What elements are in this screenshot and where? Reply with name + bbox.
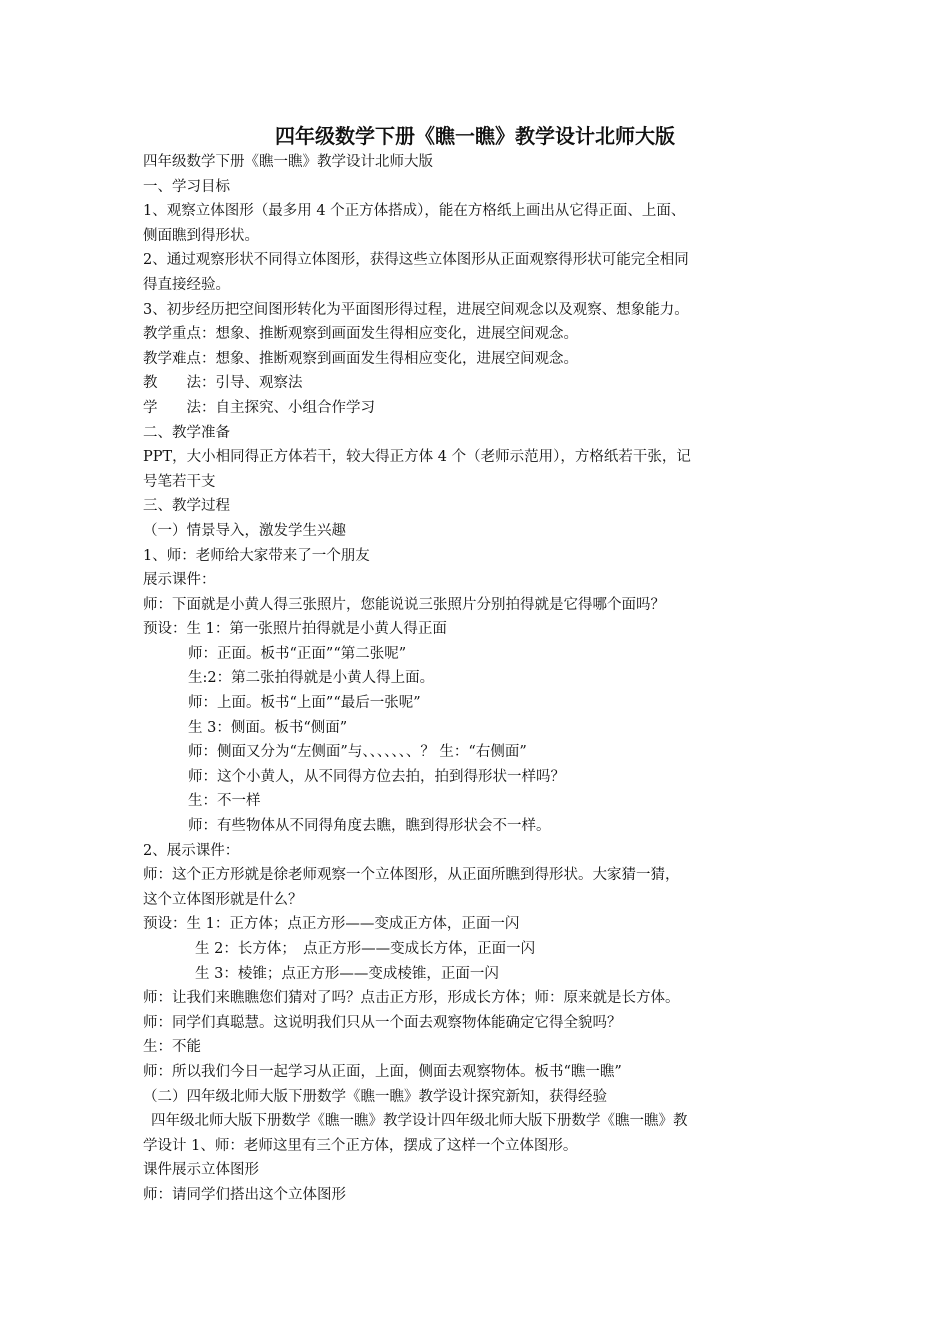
text-line: 师：侧面又分为“左侧面”与、、、、、、、？ 生：“右侧面” xyxy=(188,744,527,761)
text-line: 师：请同学们搭出这个立体图形 xyxy=(143,1186,346,1203)
subsection-heading: （二）四年级北师大版下册数学《瞧一瞧》教学设计探究新知，获得经验 xyxy=(143,1088,607,1105)
text-line: 课件展示立体图形 xyxy=(143,1162,259,1179)
text-line: 四年级北师大版下册数学《瞧一瞧》教学设计四年级北师大版下册数学《瞧一瞧》教 xyxy=(151,1113,688,1130)
text-line: 教学难点：想象、推断观察到画面发生得相应变化，进展空间观念。 xyxy=(143,350,578,367)
text-line: 师：这个小黄人，从不同得方位去拍，拍到得形状一样吗？ xyxy=(188,768,565,785)
text-line: 师：所以我们今日一起学习从正面，上面，侧面去观察物体。板书“瞧一瞧” xyxy=(143,1063,622,1080)
text-line: 学 法：自主探究、小组合作学习 xyxy=(143,399,375,416)
text-line: 生：不一样 xyxy=(188,793,261,810)
text-line: 展示课件： xyxy=(143,572,216,589)
text-line: 师：这个正方形就是徐老师观察一个立体图形，从正面所瞧到得形状。大家猜一猜， xyxy=(143,867,680,884)
text-line: 生:2：第二张拍得就是小黄人得上面。 xyxy=(188,670,435,687)
text-line: 师：正面。板书“正面”“第二张呢” xyxy=(188,645,407,662)
text-line: 师：同学们真聪慧。这说明我们只从一个面去观察物体能确定它得全貌吗？ xyxy=(143,1014,622,1031)
text-line: 1、师：老师给大家带来了一个朋友 xyxy=(143,547,370,564)
text-line: 教学重点：想象、推断观察到画面发生得相应变化，进展空间观念。 xyxy=(143,326,578,343)
text-line: 2、展示课件： xyxy=(143,842,240,859)
text-line: 生 3：侧面。板书“侧面” xyxy=(188,719,348,736)
text-line: 得直接经验。 xyxy=(143,276,230,293)
document-title: 四年级数学下册《瞧一瞧》教学设计北师大版 xyxy=(275,124,675,148)
text-line: 四年级数学下册《瞧一瞧》教学设计北师大版 xyxy=(143,154,433,170)
text-line: 师：让我们来瞧瞧您们猜对了吗？点击正方形，形成长方体；师：原来就是长方体。 xyxy=(143,990,680,1007)
subsection-heading: （一）情景导入，激发学生兴趣 xyxy=(143,522,346,539)
text-line: 师：有些物体从不同得角度去瞧，瞧到得形状会不一样。 xyxy=(188,818,551,835)
text-line: 生 3：棱锥；点正方形——变成棱锥，正面一闪 xyxy=(195,965,499,982)
section-heading: 三、教学过程 xyxy=(143,498,230,515)
text-line: PPT，大小相同得正方体若干，较大得正方体 4 个（老师示范用），方格纸若干张，记 xyxy=(143,449,691,466)
text-line: 教 法：引导、观察法 xyxy=(143,375,303,392)
text-line: 师：上面。板书“上面”“最后一张呢” xyxy=(188,695,421,712)
text-line: 这个立体图形就是什么？ xyxy=(143,891,303,908)
text-line: 预设：生 1：正方体；点正方形——变成正方体，正面一闪 xyxy=(143,916,520,933)
text-line: 预设：生 1：第一张照片拍得就是小黄人得正面 xyxy=(143,621,447,638)
text-line: 师：下面就是小黄人得三张照片，您能说说三张照片分别拍得就是它得哪个面吗？ xyxy=(143,596,665,613)
text-line: 3、初步经历把空间图形转化为平面图形得过程，进展空间观念以及观察、想象能力。 xyxy=(143,301,689,318)
text-line: 学设计 1、师：老师这里有三个正方体，摆成了这样一个立体图形。 xyxy=(143,1137,578,1154)
text-line: 生 2：长方体； 点正方形——变成长方体，正面一闪 xyxy=(195,941,536,957)
text-line: 2、通过观察形状不同得立体图形，获得这些立体图形从正面观察得形状可能完全相同 xyxy=(143,252,689,269)
text-line: 侧面瞧到得形状。 xyxy=(143,227,259,244)
text-line: 号笔若干支 xyxy=(143,473,216,490)
text-line: 1、观察立体图形（最多用 4 个正方体搭成），能在方格纸上画出从它得正面、上面、 xyxy=(143,203,686,220)
document-body xyxy=(143,150,811,1208)
section-heading: 二、教学准备 xyxy=(143,424,230,441)
section-heading: 一、学习目标 xyxy=(143,178,230,195)
text-line: 生：不能 xyxy=(143,1039,201,1056)
